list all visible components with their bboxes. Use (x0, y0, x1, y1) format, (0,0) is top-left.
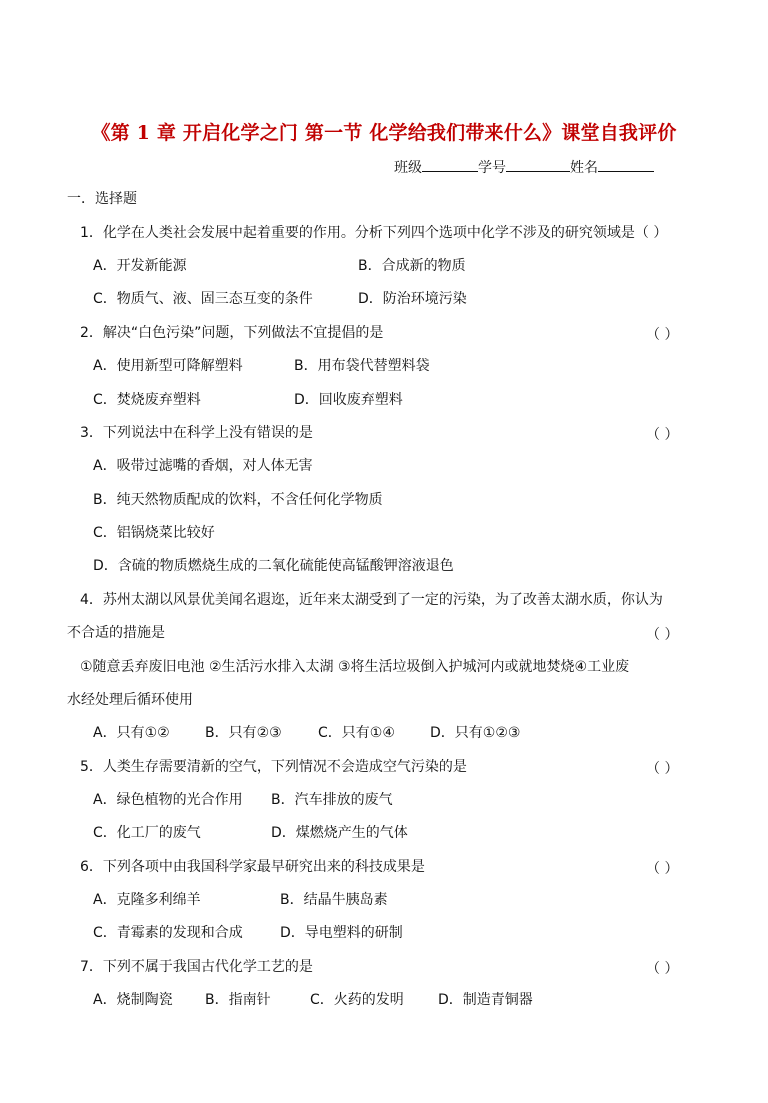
q6-answer-parens: （ ） (646, 861, 679, 877)
q6-option-c: C．青霉素的发现和合成 (93, 925, 243, 941)
name-label: 姓名 (570, 160, 598, 176)
q7-option-c: C．火药的发明 (310, 992, 404, 1008)
q7-option-a: A．烧制陶瓷 (93, 992, 173, 1008)
q4-measures-line1: ①随意丢弃废旧电池 ②生活污水排入太湖 ③将生活垃圾倒入护城河内或就地焚烧④工业废 (80, 659, 630, 675)
question-4-stem-cont: 不合适的措施是 (67, 625, 165, 641)
q6-option-d: D．导电塑料的研制 (280, 925, 403, 941)
question-4-stem: 4．苏州太湖以风景优美闻名遐迩，近年来太湖受到了一定的污染，为了改善太湖水质，你认为 (80, 592, 663, 608)
q7-option-b: B．指南针 (205, 992, 271, 1008)
q2-option-c: C．焚烧废弃塑料 (93, 392, 201, 408)
q5-option-c: C．化工厂的废气 (93, 825, 201, 841)
q4-option-a: A．只有①② (93, 725, 170, 741)
name-blank (598, 157, 654, 172)
q1-option-d: D．防治环境污染 (358, 291, 467, 307)
question-3-stem: 3．下列说法中在科学上没有错误的是 (80, 425, 313, 441)
q1-option-c: C．物质气、液、固三态互变的条件 (93, 291, 313, 307)
q4-option-d: D．只有①②③ (430, 725, 521, 741)
q2-option-a: A．使用新型可降解塑料 (93, 358, 243, 374)
question-2-stem: 2．解决“白色污染”问题，下列做法不宜提倡的是 (80, 325, 384, 341)
class-blank (422, 157, 478, 172)
question-5-stem: 5．人类生存需要清新的空气，下列情况不会造成空气污染的是 (80, 759, 467, 775)
q3-option-d: D．含硫的物质燃烧生成的二氧化硫能使高锰酸钾溶液退色 (93, 558, 454, 574)
q2-answer-parens: （ ） (646, 327, 679, 343)
q7-option-d: D．制造青铜器 (438, 992, 533, 1008)
page-title: 《第 1 章 开启化学之门 第一节 化学给我们带来什么》课堂自我评价 (91, 122, 677, 144)
q3-option-b: B．纯天然物质配成的饮料，不含任何化学物质 (93, 492, 383, 508)
q5-option-b: B．汽车排放的废气 (271, 792, 393, 808)
q6-option-b: B．结晶牛胰岛素 (280, 892, 388, 908)
q6-option-a: A．克隆多利绵羊 (93, 892, 201, 908)
number-label: 学号 (478, 160, 506, 176)
q7-answer-parens: （ ） (646, 961, 679, 977)
q5-option-a: A．绿色植物的光合作用 (93, 792, 243, 808)
q1-option-a: A．开发新能源 (93, 258, 187, 274)
number-blank (506, 157, 570, 172)
section-title: 一．选择题 (67, 191, 137, 207)
q3-answer-parens: （ ） (646, 427, 679, 443)
question-6-stem: 6．下列各项中由我国科学家最早研究出来的科技成果是 (80, 859, 425, 875)
q4-answer-parens: （ ） (646, 627, 679, 643)
student-info (394, 157, 654, 177)
q1-option-b: B．合成新的物质 (358, 258, 466, 274)
question-7-stem: 7．下列不属于我国古代化学工艺的是 (80, 959, 313, 975)
q4-option-b: B．只有②③ (205, 725, 282, 741)
q3-option-a: A．吸带过滤嘴的香烟，对人体无害 (93, 458, 313, 474)
q4-measures-line2: 水经处理后循环使用 (67, 692, 193, 708)
class-label: 班级 (394, 160, 422, 176)
q4-option-c: C．只有①④ (318, 725, 395, 741)
q3-option-c: C．铝锅烧菜比较好 (93, 525, 215, 541)
question-1-stem: 1．化学在人类社会发展中起着重要的作用。分析下列四个选项中化学不涉及的研究领域是（ ） (80, 225, 668, 241)
q5-answer-parens: （ ） (646, 761, 679, 777)
q2-option-d: D．回收废弃塑料 (294, 392, 403, 408)
q5-option-d: D．煤燃烧产生的气体 (271, 825, 408, 841)
q2-option-b: B．用布袋代替塑料袋 (294, 358, 430, 374)
